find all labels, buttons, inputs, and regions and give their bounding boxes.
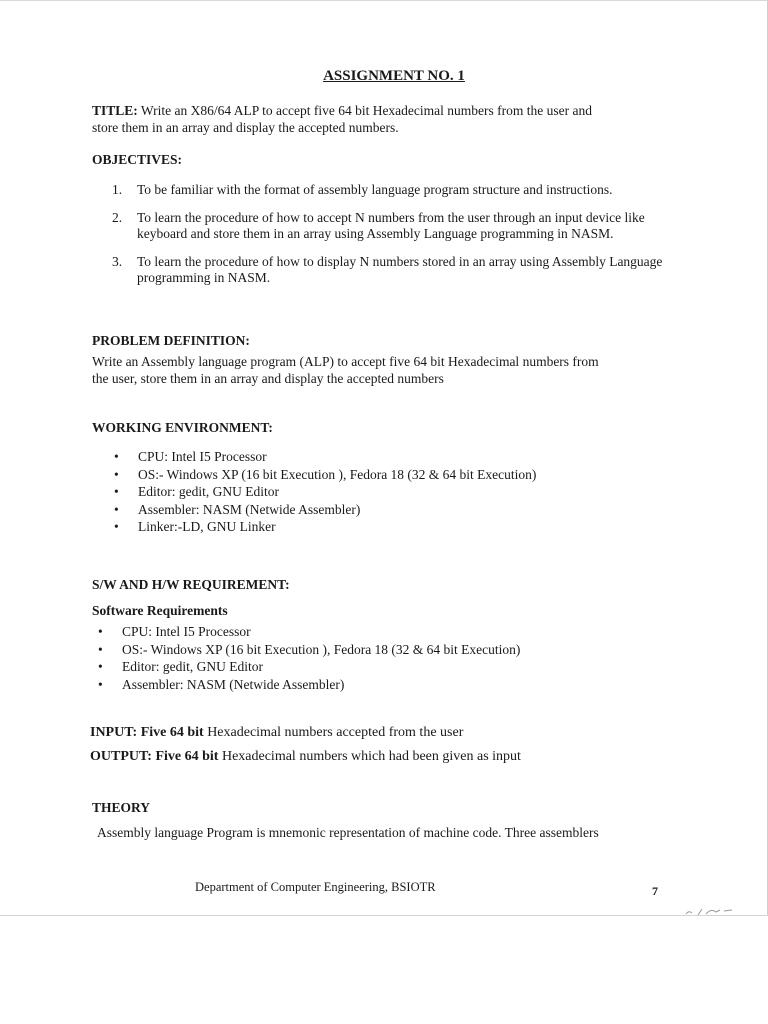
list-item: • Editor: gedit, GNU Editor: [98, 659, 263, 675]
list-item: • Assembler: NASM (Netwide Assembler): [98, 676, 345, 692]
input-line: [90, 724, 463, 741]
assignment-title: ASSIGNMENT NO. 1: [323, 68, 465, 84]
list-item: • OS:- Windows XP (16 bit Execution ), Fedora 18 (32 & 64 bit Execution): [98, 641, 521, 657]
problem-definition-heading: PROBLEM DEFINITION:: [92, 333, 250, 348]
objective-text: To be familiar with the format of assembly language program structure and instructions.: [137, 182, 613, 197]
page-number: 7: [652, 884, 658, 898]
objective-text: To learn the procedure of how to accept N numbers from the user through an input device like keyboard and store them in an array using Assembly Language programming in NASM.: [137, 210, 645, 241]
handwritten-mark: [684, 904, 734, 918]
list-item-text: Linker:-LD, GNU Linker: [138, 519, 276, 535]
list-item-text: CPU: Intel I5 Processor: [122, 624, 251, 639]
objective-number: 2.: [112, 210, 123, 225]
output-text: Hexadecimal numbers which had been given as input: [221, 749, 521, 764]
list-item: • CPU: Intel I5 Processor: [114, 449, 267, 464]
requirements-heading: S/W AND H/W REQUIREMENT:: [92, 577, 290, 592]
scan-edge: [0, 915, 768, 916]
list-item: • Assembler: NASM (Netwide Assembler): [114, 501, 361, 517]
list-item-text: Assembler: NASM (Netwide Assembler): [122, 676, 345, 692]
list-item-text: Editor: gedit, GNU Editor: [122, 659, 263, 675]
output-line: [90, 748, 521, 765]
title-section: [92, 102, 692, 136]
objective-text: To learn the procedure of how to display N numbers stored in an array using Assembly Language programming in NASM.: [137, 254, 663, 285]
list-item: • Editor: gedit, GNU Editor: [114, 484, 279, 500]
objective-item: [112, 182, 692, 198]
objective-item: [112, 210, 692, 242]
list-item-text: OS:- Windows XP (16 bit Execution ), Fedora 18 (32 & 64 bit Execution): [122, 641, 521, 657]
list-item: • OS:- Windows XP (16 bit Execution ), Fedora 18 (32 & 64 bit Execution): [114, 466, 537, 482]
objectives-heading: OBJECTIVES:: [92, 152, 183, 167]
objectives-list: [112, 182, 692, 298]
title-text-line1: Write an X86/64 ALP to accept five 64 bit Hexadecimal numbers from the user and: [140, 103, 592, 118]
working-environment-list: [114, 448, 536, 536]
output-label: OUTPUT:: [90, 749, 152, 764]
output-bold: Five 64 bit: [155, 749, 219, 764]
objective-item: [112, 254, 692, 286]
list-item-text: Assembler: NASM (Netwide Assembler): [138, 501, 361, 517]
problem-line1: Write an Assembly language program (ALP) to accept five 64 bit Hexadecimal numbers from: [92, 354, 599, 369]
working-environment-heading: WORKING ENVIRONMENT:: [92, 420, 273, 435]
software-requirements-list: [98, 623, 520, 693]
problem-definition-text: [92, 353, 692, 387]
theory-text: Assembly language Program is mnemonic representation of machine code. Three assemblers: [97, 825, 599, 840]
list-item-text: OS:- Windows XP (16 bit Execution ), Fedora 18 (32 & 64 bit Execution): [138, 466, 537, 482]
theory-heading: THEORY: [92, 800, 151, 815]
input-text: Hexadecimal numbers accepted from the user: [207, 725, 464, 740]
title-text-line2: store them in an array and display the accepted numbers.: [92, 120, 399, 135]
software-requirements-subheading: Software Requirements: [92, 603, 228, 618]
objective-number: 1.: [112, 182, 123, 197]
title-label: TITLE:: [92, 103, 138, 118]
scan-edge: [0, 0, 768, 1]
problem-line2: the user, store them in an array and display the accepted numbers: [92, 371, 444, 386]
input-bold: Five 64 bit: [140, 725, 204, 740]
objective-number: 3.: [112, 254, 123, 269]
list-item: • Linker:-LD, GNU Linker: [114, 519, 276, 535]
list-item-text: CPU: Intel I5 Processor: [138, 449, 267, 464]
footer-department: Department of Computer Engineering, BSIOTR: [195, 880, 436, 894]
list-item: • CPU: Intel I5 Processor: [98, 624, 251, 639]
input-label: INPUT:: [90, 725, 138, 740]
list-item-text: Editor: gedit, GNU Editor: [138, 484, 279, 500]
